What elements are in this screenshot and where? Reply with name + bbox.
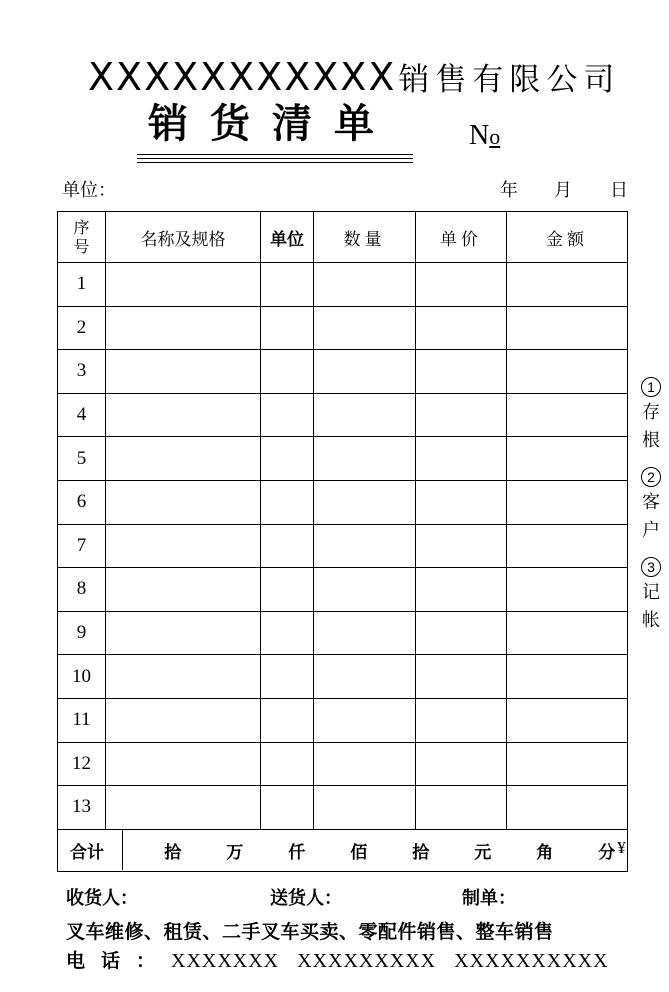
- date-month-label: 月: [554, 180, 572, 201]
- unit-cell[interactable]: [261, 306, 314, 350]
- quantity-cell[interactable]: [314, 306, 416, 350]
- copy-label-char: 客: [642, 492, 660, 513]
- total-label: 合计: [70, 842, 104, 863]
- company-name-suffix: 销售有限公司: [398, 62, 621, 98]
- quantity-cell[interactable]: [314, 698, 416, 742]
- amount-unit: 拾: [164, 842, 182, 863]
- row-number: 1: [58, 263, 106, 307]
- header-seq: [58, 212, 106, 263]
- unit-cell[interactable]: [261, 611, 314, 655]
- row-number: 3: [58, 350, 106, 394]
- currency-symbol: ¥: [617, 837, 626, 857]
- row-number: 11: [58, 698, 106, 742]
- sales-items-table: [57, 211, 628, 872]
- copy-distribution: [638, 375, 664, 635]
- unit-cell[interactable]: [261, 437, 314, 481]
- date-year-label: 年: [500, 180, 518, 201]
- table-row: [58, 437, 628, 481]
- unit-price-cell[interactable]: [416, 698, 507, 742]
- table-row: [58, 611, 628, 655]
- quantity-cell[interactable]: [314, 786, 416, 830]
- unit-cell[interactable]: [261, 655, 314, 699]
- total-cell: [58, 829, 628, 871]
- table-row: [58, 786, 628, 830]
- total-row: [58, 829, 628, 871]
- name-spec-cell[interactable]: [106, 437, 261, 481]
- header-unit-price: 单价: [416, 212, 507, 263]
- phone-number: XXXXXXXXX: [297, 950, 437, 972]
- row-number: 5: [58, 437, 106, 481]
- customer-unit-label: 单位：: [62, 180, 116, 201]
- table-header-row: [58, 212, 628, 263]
- name-spec-cell[interactable]: [106, 350, 261, 394]
- quantity-cell[interactable]: [314, 524, 416, 568]
- date-line: [500, 176, 628, 202]
- unit-price-cell[interactable]: [416, 480, 507, 524]
- quantity-cell[interactable]: [314, 263, 416, 307]
- amount-unit: 万: [226, 842, 244, 863]
- table-row: [58, 393, 628, 437]
- amount-cell[interactable]: [507, 350, 628, 394]
- copy-label-char: 户: [642, 520, 660, 541]
- unit-cell[interactable]: [261, 786, 314, 830]
- date-day-label: 日: [610, 180, 628, 201]
- table-row: [58, 480, 628, 524]
- quantity-cell[interactable]: [314, 350, 416, 394]
- table-row: [58, 655, 628, 699]
- unit-price-cell[interactable]: [416, 786, 507, 830]
- amount-cell[interactable]: [507, 306, 628, 350]
- name-spec-cell[interactable]: [106, 611, 261, 655]
- unit-price-cell[interactable]: [416, 437, 507, 481]
- amount-cell[interactable]: [507, 437, 628, 481]
- unit-cell[interactable]: [261, 263, 314, 307]
- unit-cell[interactable]: [261, 524, 314, 568]
- company-name-prefix: XXXXXXXXXXX: [88, 55, 397, 99]
- header-quantity: 数量: [314, 212, 416, 263]
- table-row: [58, 698, 628, 742]
- row-number: 4: [58, 393, 106, 437]
- row-number: 2: [58, 306, 106, 350]
- quantity-cell[interactable]: [314, 480, 416, 524]
- phone-number: XXXXXXX: [171, 950, 280, 972]
- header-unit: 单位: [261, 212, 314, 263]
- amount-cell[interactable]: [507, 742, 628, 786]
- serial-number-mark: [469, 122, 500, 150]
- unit-price-cell[interactable]: [416, 524, 507, 568]
- name-spec-cell[interactable]: [106, 742, 261, 786]
- unit-price-cell[interactable]: [416, 655, 507, 699]
- table-row: [58, 350, 628, 394]
- unit-price-cell[interactable]: [416, 350, 507, 394]
- issuer-signature-label: 制单：: [462, 888, 516, 909]
- row-number: 9: [58, 611, 106, 655]
- name-spec-cell[interactable]: [106, 306, 261, 350]
- header-seq-label: 序号: [73, 217, 90, 256]
- quantity-cell[interactable]: [314, 568, 416, 612]
- unit-price-cell[interactable]: [416, 306, 507, 350]
- amount-cell[interactable]: [507, 786, 628, 830]
- unit-cell[interactable]: [261, 742, 314, 786]
- table-row: [58, 263, 628, 307]
- title-underline-top: [137, 154, 413, 155]
- name-spec-cell[interactable]: [106, 524, 261, 568]
- row-number: 8: [58, 568, 106, 612]
- unit-price-cell[interactable]: [416, 568, 507, 612]
- amount-cell[interactable]: [507, 480, 628, 524]
- unit-cell[interactable]: [261, 350, 314, 394]
- quantity-cell[interactable]: [314, 742, 416, 786]
- phone-label: 电话：: [66, 950, 172, 972]
- amount-in-words: [123, 838, 627, 863]
- name-spec-cell[interactable]: [106, 568, 261, 612]
- amount-unit: 拾: [412, 842, 430, 863]
- title-underline-bottom: [137, 162, 413, 163]
- unit-cell[interactable]: [261, 568, 314, 612]
- quantity-cell[interactable]: [314, 393, 416, 437]
- unit-price-cell[interactable]: [416, 263, 507, 307]
- amount-cell[interactable]: [507, 698, 628, 742]
- amount-cell[interactable]: [507, 524, 628, 568]
- copy-label-char: 根: [642, 430, 660, 451]
- row-number: 12: [58, 742, 106, 786]
- name-spec-cell[interactable]: [106, 480, 261, 524]
- copy-label-char: 记: [642, 582, 660, 603]
- unit-price-cell[interactable]: [416, 611, 507, 655]
- document-title: 销货清单: [148, 100, 396, 147]
- row-number: 13: [58, 786, 106, 830]
- table-row: [58, 306, 628, 350]
- phone-line: [66, 946, 609, 973]
- amount-cell[interactable]: [507, 393, 628, 437]
- table-row: [58, 524, 628, 568]
- copy-number-2: 2: [641, 467, 661, 487]
- phone-number: XXXXXXXXXX: [454, 950, 609, 972]
- receiver-signature-label: 收货人：: [66, 888, 138, 909]
- copy-number-1: 1: [641, 377, 661, 397]
- unit-price-cell[interactable]: [416, 393, 507, 437]
- serial-number-mark-o: o: [489, 124, 501, 149]
- amount-unit: 仟: [288, 842, 306, 863]
- amount-unit: 分: [598, 842, 616, 863]
- company-name: [88, 46, 621, 99]
- services-line: 叉车维修、租赁、二手叉车买卖、零配件销售、整车销售: [66, 921, 554, 943]
- table-row: [58, 568, 628, 612]
- unit-cell[interactable]: [261, 698, 314, 742]
- deliverer-signature-label: 送货人：: [270, 888, 342, 909]
- unit-price-cell[interactable]: [416, 742, 507, 786]
- copy-label-char: 帐: [642, 610, 660, 631]
- name-spec-cell[interactable]: [106, 655, 261, 699]
- amount-cell[interactable]: [507, 655, 628, 699]
- name-spec-cell[interactable]: [106, 393, 261, 437]
- title-underline-middle: [137, 158, 413, 159]
- header-amount: 金额: [507, 212, 628, 263]
- amount-unit: 角: [536, 842, 554, 863]
- copy-label-char: 存: [642, 402, 660, 423]
- name-spec-cell[interactable]: [106, 698, 261, 742]
- amount-cell[interactable]: [507, 568, 628, 612]
- name-spec-cell[interactable]: [106, 263, 261, 307]
- unit-cell[interactable]: [261, 393, 314, 437]
- row-number: 6: [58, 480, 106, 524]
- name-spec-cell[interactable]: [106, 786, 261, 830]
- quantity-cell[interactable]: [314, 655, 416, 699]
- table-row: [58, 742, 628, 786]
- header-name-spec: 名称及规格: [106, 212, 261, 263]
- row-number: 10: [58, 655, 106, 699]
- amount-unit: 元: [474, 842, 492, 863]
- copy-number-3: 3: [641, 557, 661, 577]
- amount-cell[interactable]: [507, 263, 628, 307]
- serial-number-mark-n: N: [469, 120, 490, 151]
- amount-unit: 佰: [350, 842, 368, 863]
- quantity-cell[interactable]: [314, 437, 416, 481]
- unit-cell[interactable]: [261, 480, 314, 524]
- quantity-cell[interactable]: [314, 611, 416, 655]
- amount-cell[interactable]: [507, 611, 628, 655]
- row-number: 7: [58, 524, 106, 568]
